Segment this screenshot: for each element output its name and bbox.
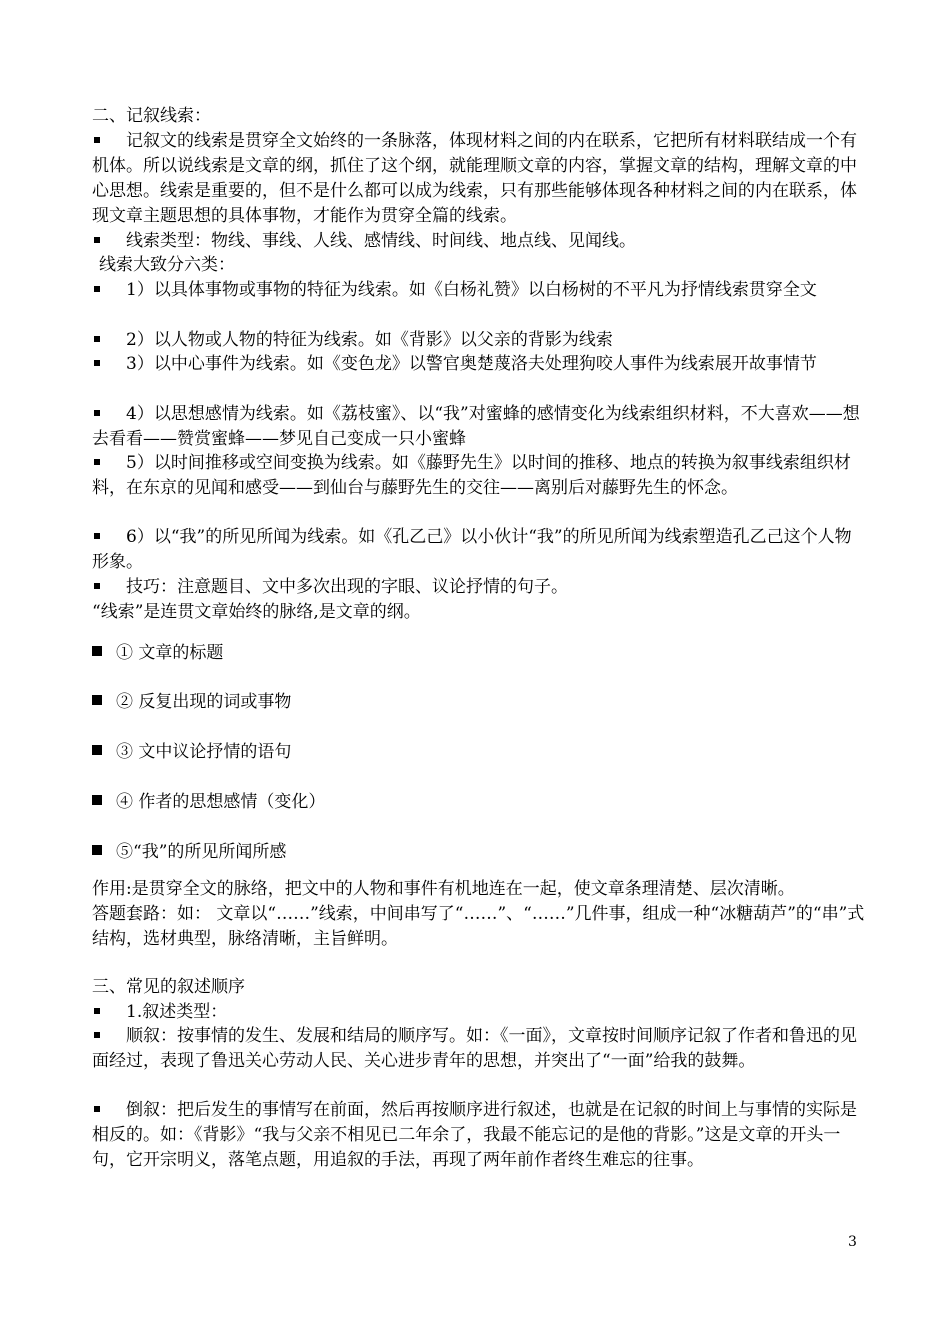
bullet-icon <box>94 410 100 416</box>
square-bullet-icon <box>92 795 102 805</box>
clue-item-2 <box>92 328 862 353</box>
page-number: 3 <box>848 1234 857 1250</box>
hint-text: ② 反复出现的词或事物 <box>116 692 292 712</box>
clue-tip <box>92 575 862 600</box>
paragraph-clue-types <box>92 229 862 254</box>
bullet-icon <box>94 336 100 342</box>
section-3-heading: 三、常见的叙述顺序 <box>92 977 245 997</box>
bullet-icon <box>94 533 100 539</box>
square-bullet-icon <box>92 646 102 656</box>
hint-text: ⑤“我”的所见所闻所感 <box>116 842 287 862</box>
paragraph-clue-definition <box>92 129 862 229</box>
clue-definition: “线索”是连贯文章始终的脉络,是文章的纲。 <box>92 602 421 622</box>
square-bullet-icon <box>92 745 102 755</box>
clue-hint-2 <box>92 690 792 715</box>
item-text: 6）以“我”的所见所闻为线索。如《孔乙己》以小伙计“我”的所见所闻为线索塑造孔乙己这个人物形象。 <box>92 527 852 572</box>
bullet-icon <box>94 459 100 465</box>
item-text: 1）以具体事物或事物的特征为线索。如《白杨礼赞》以白杨树的不平凡为抒情线索贯穿全文 <box>126 280 817 300</box>
bullet-icon <box>94 583 100 589</box>
item-text: 2）以人物或人物的特征为线索。如《背影》以父亲的背影为线索 <box>126 330 613 350</box>
paragraph-text: 线索类型：物线、事线、人线、感情线、时间线、地点线、见闻线。 <box>126 231 636 251</box>
hint-text: ③ 文中议论抒情的语句 <box>116 742 292 762</box>
clue-hint-5 <box>92 840 792 865</box>
paragraph-text: 顺叙：按事情的发生、发展和结局的顺序写。如：《一面》，文章按时间顺序记叙了作者和鲁迅的见面经过，表现了鲁迅关心劳动人民、关心进步青年的思想，并突出了“一面”给我的鼓舞。 <box>92 1026 857 1071</box>
hint-text: ① 文章的标题 <box>116 643 224 663</box>
bullet-icon <box>94 1106 100 1112</box>
clue-hint-4 <box>92 790 792 815</box>
item-text: 3）以中心事件为线索。如《变色龙》以警官奥楚蔑洛夫处理狗咬人事件为线索展开故事情节 <box>126 354 817 374</box>
clue-item-3 <box>92 352 862 377</box>
six-types-intro: 线索大致分六类： <box>99 255 235 275</box>
label-text: 1.叙述类型： <box>126 1002 228 1022</box>
clue-item-1 <box>92 278 862 303</box>
narration-type-label <box>92 1000 862 1025</box>
answer-template: 答题套路：如： 文章以“……”线索，中间串写了“……”、“……”几件事，组成一种“冰糖葫芦”的“串”式结构，选材典型，脉络清晰，主旨鲜明。 <box>92 904 865 949</box>
bullet-icon <box>94 286 100 292</box>
section-2-heading: 二、记叙线索： <box>92 106 211 126</box>
bullet-icon <box>94 137 100 143</box>
bullet-icon <box>94 1032 100 1038</box>
narration-flashback <box>92 1098 862 1173</box>
narration-sequential <box>92 1024 862 1074</box>
clue-item-6 <box>92 525 862 575</box>
item-text: 4）以思想感情为线索。如《荔枝蜜》、以“我”对蜜蜂的感情变化为线索组织材料，不大喜欢——想去看看——赞赏蜜蜂——梦见自己变成一只小蜜蜂 <box>92 404 860 449</box>
bullet-icon <box>94 1008 100 1014</box>
clue-item-5 <box>92 451 872 501</box>
hint-text: ④ 作者的思想感情（变化） <box>116 792 326 812</box>
paragraph-text: 记叙文的线索是贯穿全文始终的一条脉落，体现材料之间的内在联系，它把所有材料联结成一个有机体。所以说线索是文章的纲，抓住了这个纲，就能理顺文章的内容，掌握文章的结构，理解文章的中心思想。线索是重要的，但不是什么都可以成为线索，只有那些能够体现各种材料之间的内在联系，体现文章主题思想的具体事物，才能作为贯穿全篇的线索。 <box>92 131 857 226</box>
bullet-icon <box>94 360 100 366</box>
square-bullet-icon <box>92 845 102 855</box>
clue-hint-3 <box>92 740 792 765</box>
item-text: 5）以时间推移或空间变换为线索。如《藤野先生》以时间的推移、地点的转换为叙事线索组织材料，在东京的见闻和感受——到仙台与藤野先生的交往——离别后对藤野先生的怀念。 <box>92 453 851 498</box>
bullet-icon <box>94 237 100 243</box>
square-bullet-icon <box>92 695 102 705</box>
paragraph-text: 倒叙：把后发生的事情写在前面，然后再按顺序进行叙述，也就是在记叙的时间上与事情的实际是相反的。如：《背影》“我与父亲不相见已二年余了，我最不能忘记的是他的背影。”这是文章的开头一句，它开宗明义，落笔点题，用追叙的手法，再现了两年前作者终生难忘的往事。 <box>92 1100 857 1170</box>
tip-text: 技巧：注意题目、文中多次出现的字眼、议论抒情的句子。 <box>126 577 568 597</box>
clue-function: 作用:是贯穿全文的脉络，把文中的人物和事件有机地连在一起，使文章条理清楚、层次清晰。 <box>92 879 795 899</box>
clue-hint-1 <box>92 641 792 666</box>
clue-item-4 <box>92 402 862 452</box>
